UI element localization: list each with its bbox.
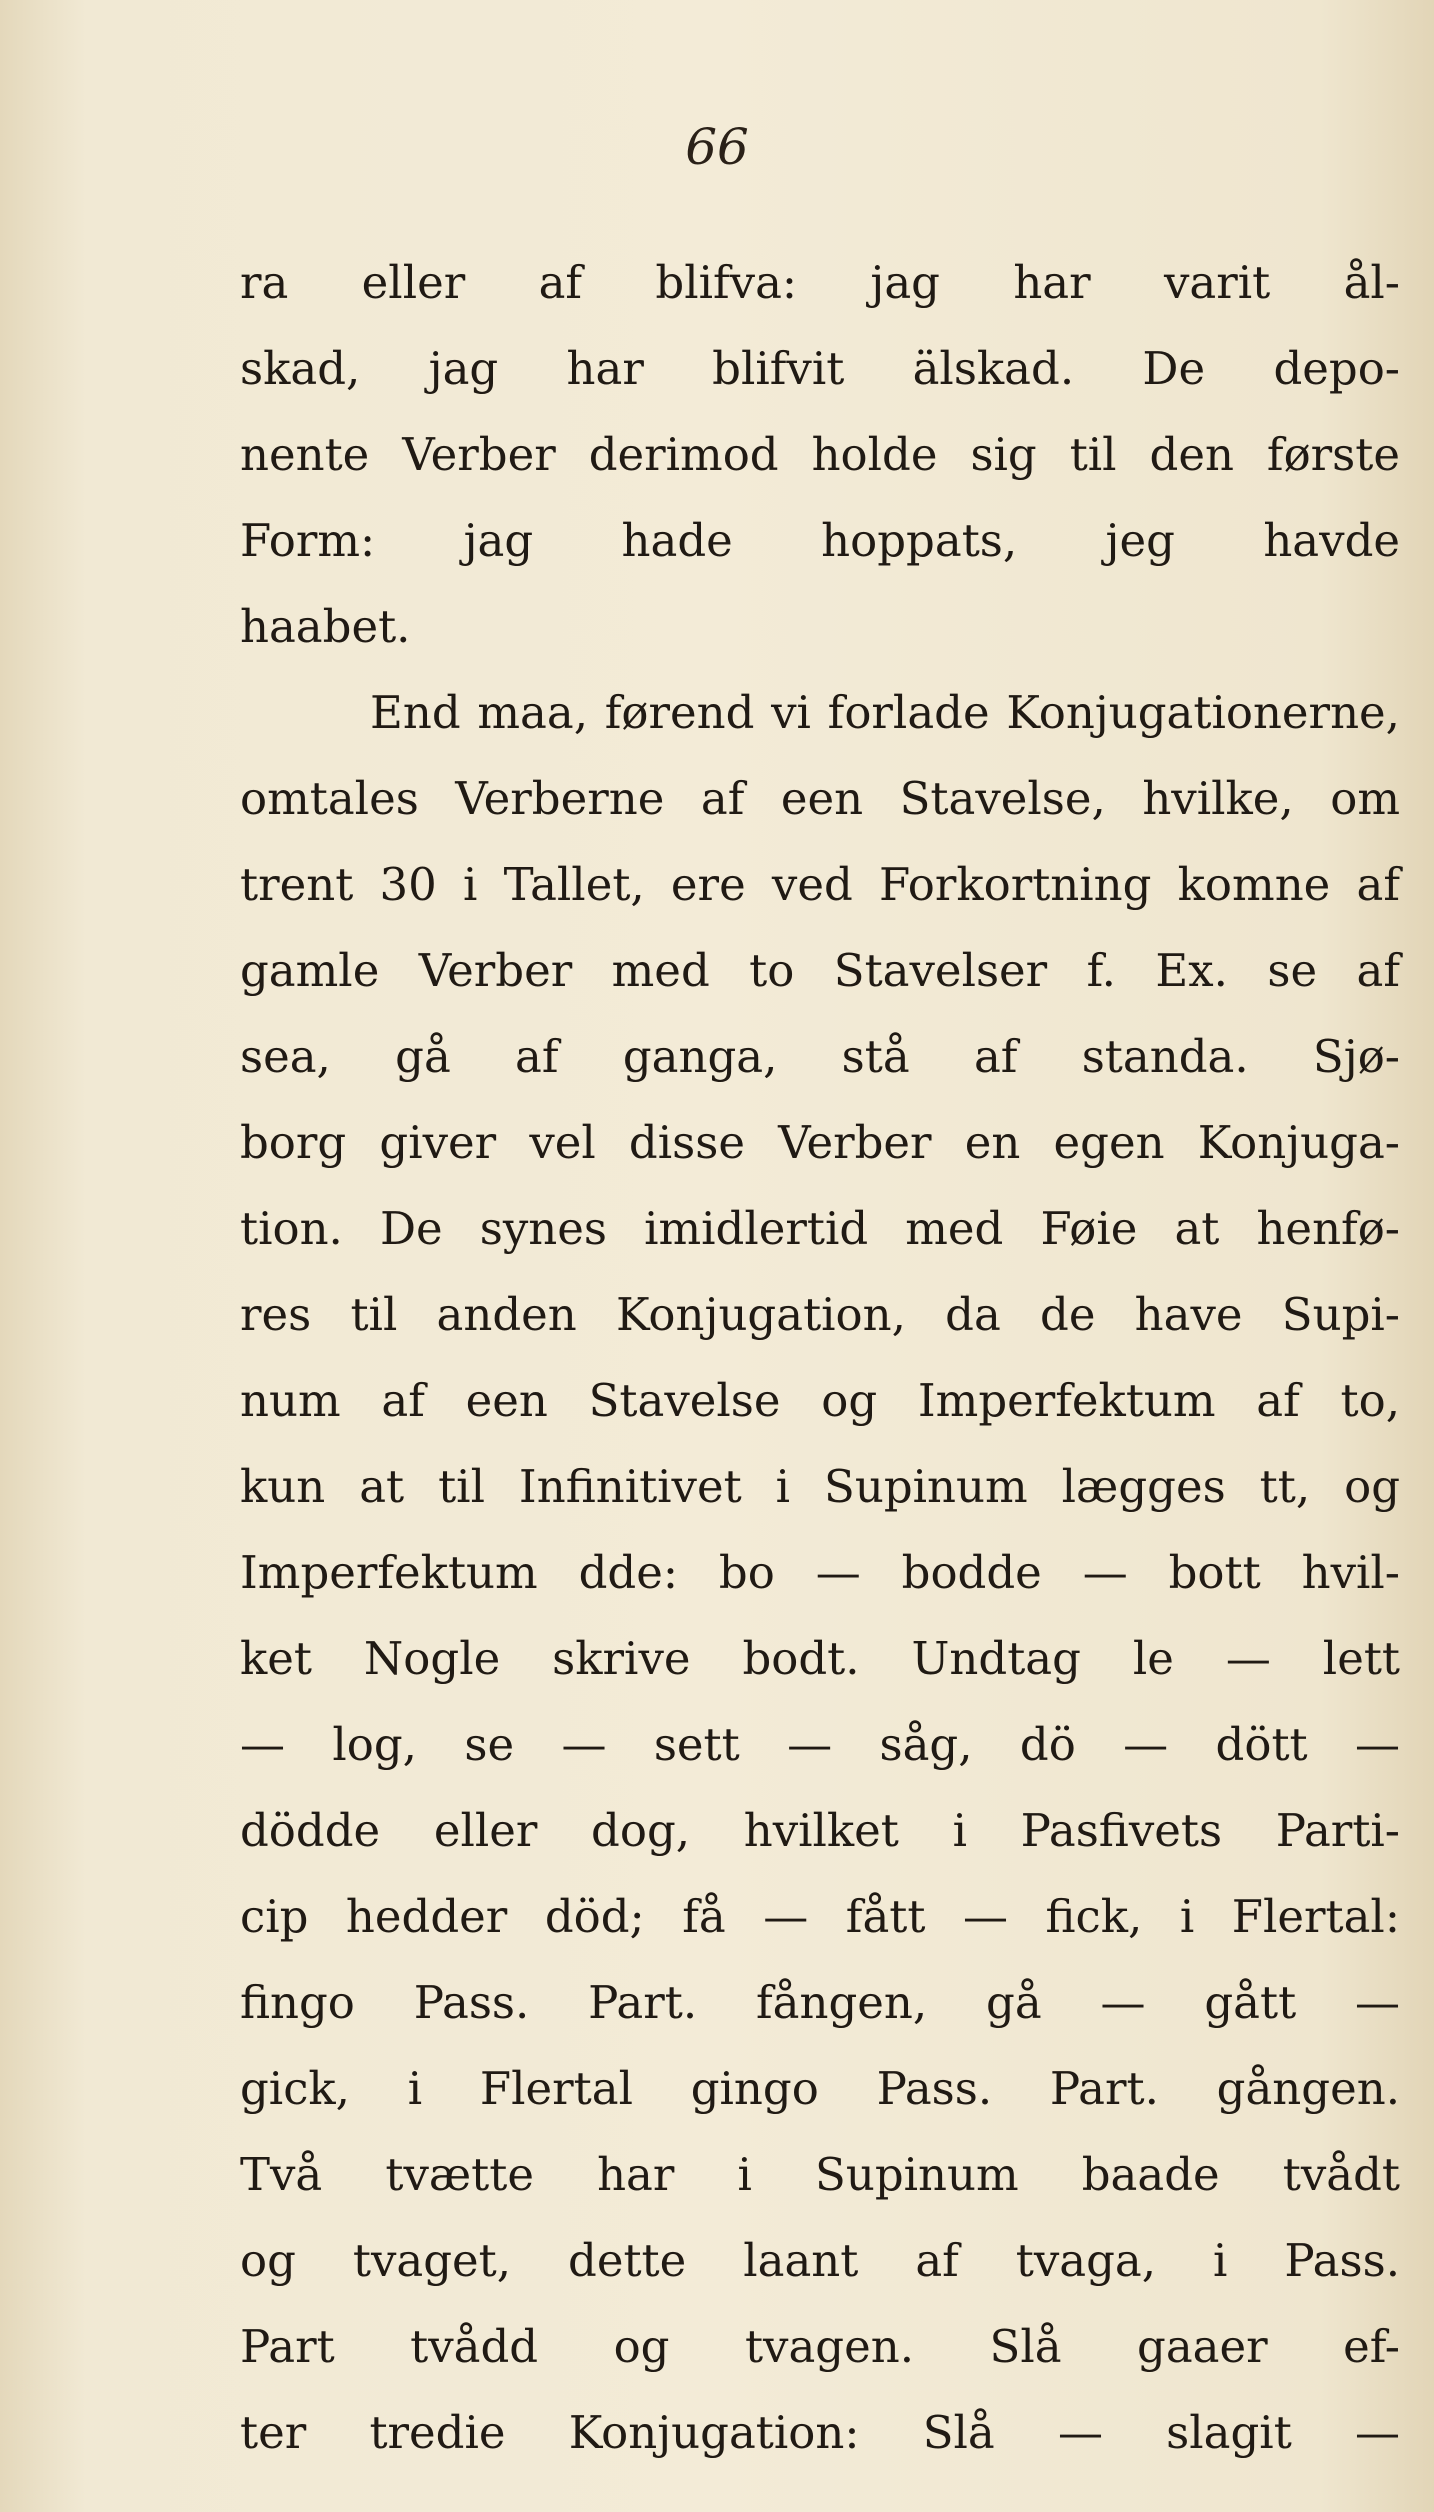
text-line: dödde eller dog, hvilket i Pasfivets Parti- — [240, 1804, 1400, 1857]
text-line: Imperfektum dde: bo — bodde — bott hvil- — [240, 1546, 1400, 1599]
text-line: omtales Verberne af een Stavelse, hvilke, om — [240, 772, 1400, 825]
text-line: og tvaget, dette laant af tvaga, i Pass. — [240, 2234, 1400, 2287]
text-line: sea, gå af ganga, stå af standa. Sjø- — [240, 1030, 1400, 1083]
text-line: num af een Stavelse og Imperfektum af to, — [240, 1374, 1400, 1427]
text-line: tion. De synes imidlertid med Føie at henfø- — [240, 1202, 1400, 1255]
text-line: Form: jag hade hoppats, jeg havde — [240, 514, 1400, 567]
text-line: Två tvætte har i Supinum baade tvådt — [240, 2148, 1400, 2201]
text-line: ter tredie Konjugation: Slå — slagit — — [240, 2406, 1400, 2459]
text-line: cip hedder död; få — fått — fick, i Flertal: — [240, 1890, 1400, 1943]
text-line: ra eller af blifva: jag har varit ål- — [240, 256, 1400, 309]
text-line: kun at til Infinitivet i Supinum lægges tt, og — [240, 1460, 1400, 1513]
text-line: haabet. — [240, 600, 411, 653]
text-line: ket Nogle skrive bodt. Undtag le — lett — [240, 1632, 1400, 1685]
text-line: trent 30 i Tallet, ere ved Forkortning komne af — [240, 858, 1400, 911]
text-line: res til anden Konjugation, da de have Supi- — [240, 1288, 1400, 1341]
text-line: gick, i Flertal gingo Pass. Part. gången. — [240, 2062, 1400, 2115]
body-text — [240, 240, 1400, 2476]
text-line: Part tvådd og tvagen. Slå gaaer ef- — [240, 2320, 1400, 2373]
text-line: gamle Verber med to Stavelser f. Ex. se af — [240, 944, 1400, 997]
page-number: 66 — [685, 118, 749, 176]
text-line: borg giver vel disse Verber en egen Konjuga- — [240, 1116, 1400, 1169]
text-line: skad, jag har blifvit älskad. De depo- — [240, 342, 1400, 395]
text-line: fingo Pass. Part. fången, gå — gått — — [240, 1976, 1400, 2029]
text-line: nente Verber derimod holde sig til den første — [240, 428, 1400, 481]
text-line: End maa, førend vi forlade Konjugationerne, — [370, 686, 1400, 739]
text-line: — log, se — sett — såg, dö — dött — — [240, 1718, 1400, 1771]
